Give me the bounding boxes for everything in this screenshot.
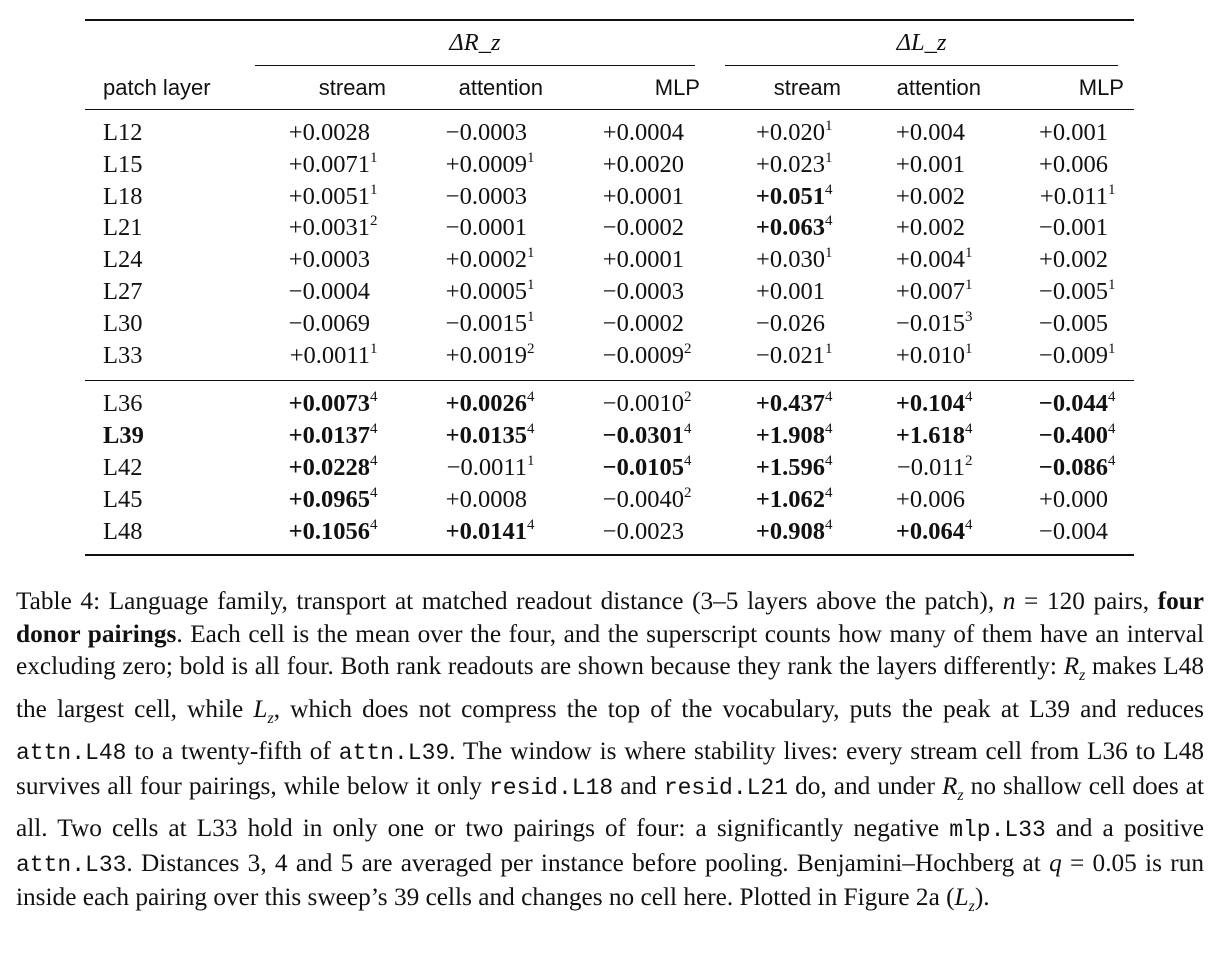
table-cell: $+0.023^1$ xyxy=(756,149,833,178)
column-header-patch-layer: patch layer xyxy=(103,75,211,100)
column-header: attention xyxy=(896,75,981,100)
table-cell: $-0.044^4$ xyxy=(1038,389,1116,417)
table-cell: −0.0004 xyxy=(288,278,370,305)
column-header: stream xyxy=(773,75,841,100)
table-cell: $+0.0073^4$ xyxy=(288,389,378,417)
table-cell: $+1.596^4$ xyxy=(755,453,833,481)
table-cell: $+0.0005^1$ xyxy=(445,277,535,305)
row-label: L42 xyxy=(103,454,143,481)
table-cell: $+0.020^1$ xyxy=(756,118,833,146)
group-header-delta-rz: ΔR_z xyxy=(449,29,501,56)
column-header: attention xyxy=(458,75,543,100)
table-cell: $+0.063^4$ xyxy=(755,213,833,242)
table-cell: +0.0001 xyxy=(602,182,684,210)
table-cell: $+1.908^4$ xyxy=(755,421,833,449)
row-label: L33 xyxy=(103,341,143,369)
table-cell: +0.0003 xyxy=(288,246,370,274)
row-label: L18 xyxy=(103,182,143,210)
column-header: MLP xyxy=(654,75,700,100)
table-cell: $+0.011^1$ xyxy=(1039,181,1116,210)
table-cell: −0.0023 xyxy=(602,518,684,545)
table-cell: +0.001 xyxy=(896,150,965,178)
table-cell: $+1.062^4$ xyxy=(755,485,833,513)
header-rule xyxy=(85,109,1134,110)
table-cell: −0.001 xyxy=(1039,214,1108,242)
table-cell: $+0.0141^4$ xyxy=(445,517,535,545)
group-header-delta-lz: ΔL_z xyxy=(896,29,947,56)
table-cell: $+0.0011^1$ xyxy=(289,340,378,369)
table-cell: $-0.011^2$ xyxy=(896,453,973,481)
table-cell: −0.026 xyxy=(756,309,825,337)
table-cell: +0.002 xyxy=(896,182,965,210)
table-cell: $+0.010^1$ xyxy=(896,340,973,369)
table-cell: $+0.0002^1$ xyxy=(445,245,535,274)
cmidrule-lz xyxy=(725,65,1118,66)
table-cell: $-0.0010^2$ xyxy=(602,389,692,417)
table-cell: $+0.0019^2$ xyxy=(445,340,535,369)
bottom-rule xyxy=(85,554,1134,556)
row-label: L48 xyxy=(103,518,143,545)
table-cell: $-0.005^1$ xyxy=(1039,277,1116,305)
table-cell: +0.0020 xyxy=(602,150,684,178)
table-cell: $-0.0105^4$ xyxy=(602,453,692,481)
table-cell: +0.006 xyxy=(896,486,965,513)
table-cell: $+0.437^4$ xyxy=(755,389,833,417)
table-cell: $+0.051^4$ xyxy=(755,181,833,210)
column-header: stream xyxy=(318,75,386,100)
row-label: L12 xyxy=(103,119,143,146)
table-cell: +0.001 xyxy=(1039,119,1108,146)
table-cell: $+0.004^1$ xyxy=(896,245,973,274)
table-cell: +0.002 xyxy=(896,214,965,242)
table-cell: −0.0002 xyxy=(602,214,684,242)
table-cell: $+0.0031^2$ xyxy=(288,213,378,242)
table-cell: −0.0003 xyxy=(445,119,527,146)
table-cell: +0.001 xyxy=(756,278,825,305)
row-label: L36 xyxy=(103,390,143,417)
table-cell: $-0.0301^4$ xyxy=(602,421,692,449)
table-cell: −0.005 xyxy=(1039,309,1108,337)
table-caption: Table 4: Language family, transport at matched readout distance (3–5 layers above the patch), n = 120 pairs, four donor pairings. Each cell is the mean over the four, and the superscript counts how many of them have an interval excluding zero; bold is all four. Both rank readouts are shown because they rank the layers differently: $R_z$ makes L48 the largest cell, while $L_z$, which does not compress the top of the vocabulary, puts the peak at L39 and reduces attn.L48 to a twenty-fifth of attn.L39. The window is where stability lives: every stream cell from L36 to L48 survives all four pairings, while below it only resid.L18 and resid.L21 do, and under $R_z$ no shallow cell does at all. Two cells at L33 hold in only one or two pairings of four: a significantly negative mlp.L33 and a positive attn.L33. Distances 3, 4 and 5 are averaged per instance before pooling. Benjamini–Hochberg at q = 0.05 is run inside each pairing over this sweep’s 39 cells and changes no cell here. Plotted in Figure 2a $(L_z)$. xyxy=(16,587,1205,916)
mid-rule xyxy=(85,380,1134,381)
table-cell: −0.004 xyxy=(1039,518,1108,545)
row-label: L15 xyxy=(103,150,143,178)
table-cell: $+0.0137^4$ xyxy=(288,421,378,449)
top-rule xyxy=(85,19,1134,21)
table-cell: +0.0004 xyxy=(602,119,684,146)
table-cell: $+0.908^4$ xyxy=(755,517,833,545)
table-cell: $-0.0015^1$ xyxy=(445,308,535,337)
table-cell: $+0.064^4$ xyxy=(895,517,973,545)
table-cell: $-0.021^1$ xyxy=(756,340,833,369)
table-cell: $-0.400^4$ xyxy=(1038,421,1116,449)
table-cell: $+0.0071^1$ xyxy=(288,149,378,178)
table-cell: $+0.0026^4$ xyxy=(445,389,535,417)
table-cell: $+0.104^4$ xyxy=(895,389,973,417)
row-label: L45 xyxy=(103,486,143,513)
table-cell: $+0.1056^4$ xyxy=(288,517,378,545)
table-cell: +0.0008 xyxy=(445,486,527,513)
table-cell: +0.002 xyxy=(1039,246,1108,274)
table-cell: $-0.0009^2$ xyxy=(602,340,692,369)
table-cell: −0.0003 xyxy=(602,278,684,305)
table-cell: −0.0003 xyxy=(445,182,527,210)
table-cell: +0.004 xyxy=(896,119,965,146)
table-cell: +0.006 xyxy=(1039,150,1108,178)
cmidrule-rz xyxy=(255,65,695,66)
table-cell: $+0.0051^1$ xyxy=(288,181,378,210)
table-cell: $-0.086^4$ xyxy=(1038,453,1116,481)
table-cell: $+0.0965^4$ xyxy=(288,485,378,513)
table-cell: $-0.015^3$ xyxy=(896,308,973,337)
row-label: L21 xyxy=(103,214,143,242)
table-cell: −0.0001 xyxy=(445,214,527,242)
table-cell: −0.0069 xyxy=(288,309,370,337)
row-label: L30 xyxy=(103,309,143,337)
table-cell: +0.0028 xyxy=(288,119,370,146)
table-cell: $-0.0040^2$ xyxy=(602,485,692,513)
table-cell: −0.0002 xyxy=(602,309,684,337)
table-cell: $+1.618^4$ xyxy=(895,421,973,449)
column-header: MLP xyxy=(1078,75,1124,100)
row-label: L27 xyxy=(103,278,143,305)
table-cell: $+0.007^1$ xyxy=(896,277,973,305)
table-cell: $+0.0135^4$ xyxy=(445,421,535,449)
table-cell: $+0.0228^4$ xyxy=(288,453,378,481)
table-cell: +0.0001 xyxy=(602,246,684,274)
table-cell: +0.000 xyxy=(1039,486,1108,513)
table-cell: $-0.0011^1$ xyxy=(446,453,535,481)
table-cell: $-0.009^1$ xyxy=(1039,340,1116,369)
row-label: L39 xyxy=(103,422,144,449)
table-cell: $+0.030^1$ xyxy=(756,245,833,274)
row-label: L24 xyxy=(103,246,143,274)
table-cell: $+0.0009^1$ xyxy=(445,149,535,178)
